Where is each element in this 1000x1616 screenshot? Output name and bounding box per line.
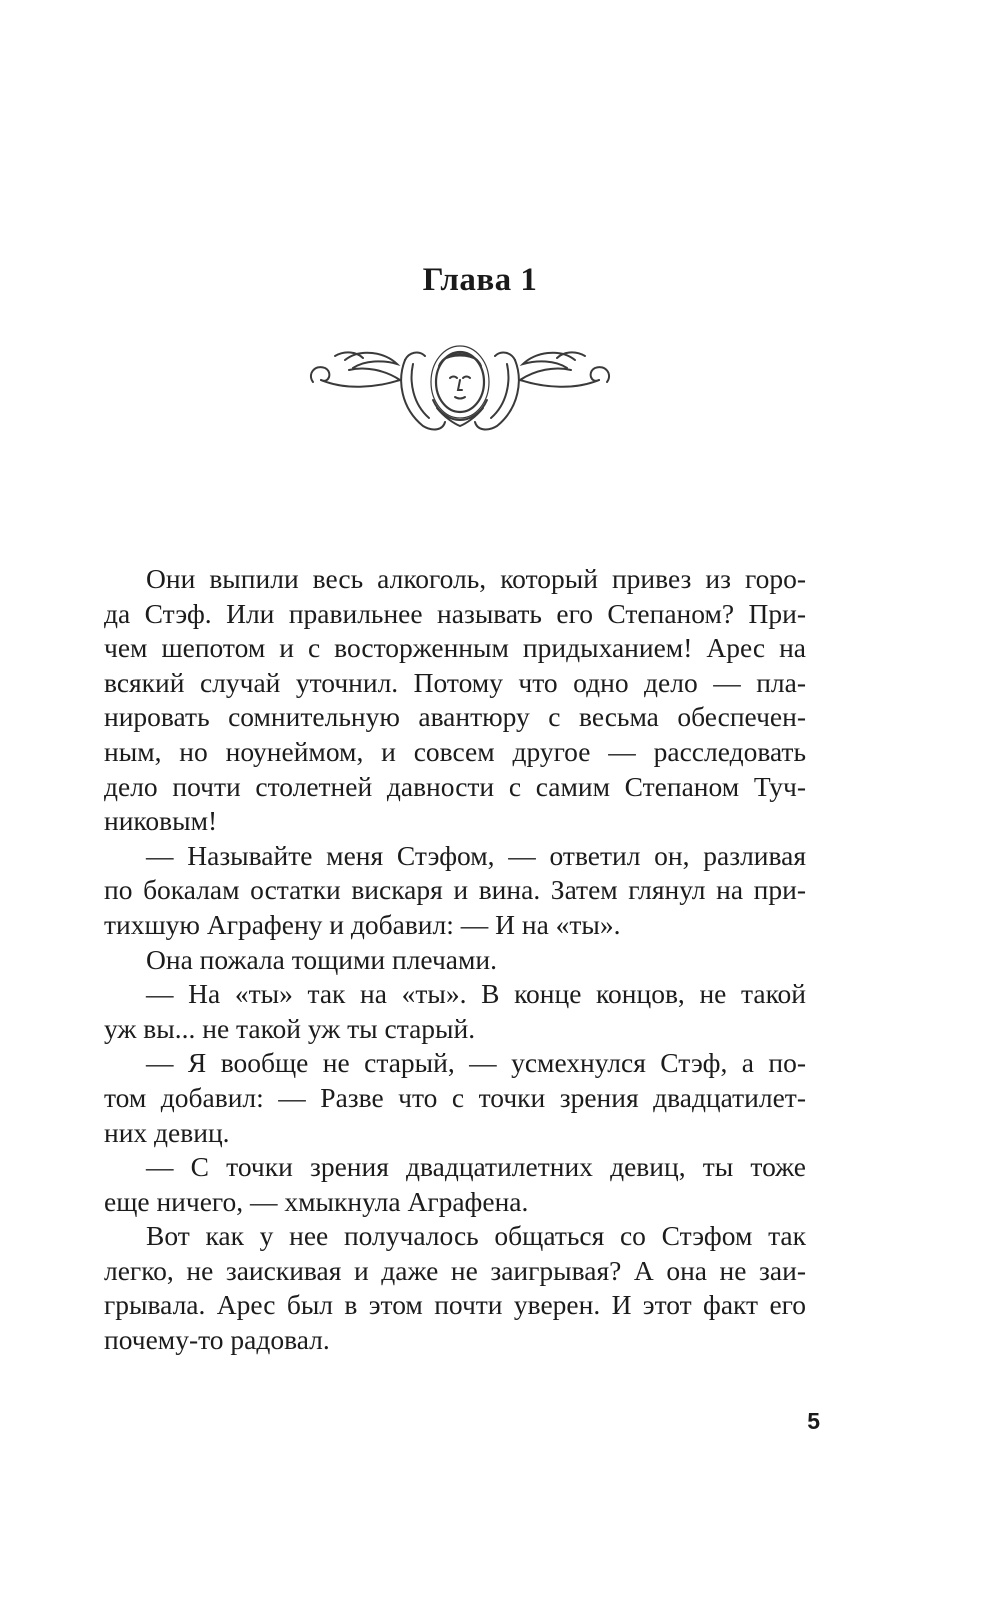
text-line: — Я вообще не старый, — усмехнулся Стэф, а по-: [146, 1047, 806, 1079]
chapter-title: Глава 1: [422, 262, 538, 298]
page-number: 5: [807, 1408, 820, 1434]
text-line: чем шепотом и с восторженным придыханием! Арес на: [104, 632, 806, 664]
text-line: легко, не заискивая и даже не заигрывая? А она не заи-: [104, 1254, 806, 1286]
text-line: по бокалам остатки вискаря и вина. Затем глянул на при-: [104, 874, 806, 906]
angel-face-scroll-ornament-icon: [305, 330, 615, 440]
text-line: — С точки зрения двадцатилетних девиц, ты тоже: [146, 1151, 806, 1183]
text-line: нировать сомнительную авантюру с весьма обеспечен-: [104, 701, 806, 733]
text-line: дело почти столетней давности с самим Степаном Туч-: [104, 770, 806, 802]
text-line: никовым!: [104, 805, 218, 837]
text-line: тихшую Аграфену и добавил: — И на «ты».: [104, 908, 621, 940]
text-line: всякий случай уточнил. Потому что одно дело — пла-: [104, 666, 806, 698]
text-line: да Стэф. Или правильнее называть его Степаном? При-: [104, 597, 806, 629]
text-line: ным, но ноунеймом, и совсем другое — расследовать: [104, 735, 806, 767]
body-text: [104, 562, 806, 1358]
text-line: Вот как у нее получалось общаться со Стэфом так: [146, 1220, 806, 1252]
text-line: еще ничего, — хмыкнула Аграфена.: [104, 1185, 529, 1217]
text-line: том добавил: — Разве что с точки зрения двадцатилет-: [104, 1081, 806, 1113]
text-line: Они выпили весь алкоголь, который привез из горо-: [146, 563, 806, 594]
text-line: Она пожала тощими плечами.: [146, 943, 497, 975]
text-line: — Называйте меня Стэфом, — ответил он, разливая: [146, 839, 806, 871]
text-line: грывала. Арес был в этом почти уверен. И этот факт его: [104, 1289, 806, 1321]
text-line: почему-то радовал.: [104, 1324, 330, 1356]
text-line: — На «ты» так на «ты». В конце концов, не такой: [146, 978, 806, 1010]
text-line: них девиц.: [104, 1116, 230, 1148]
text-line: уж вы... не такой уж ты старый.: [104, 1012, 476, 1044]
